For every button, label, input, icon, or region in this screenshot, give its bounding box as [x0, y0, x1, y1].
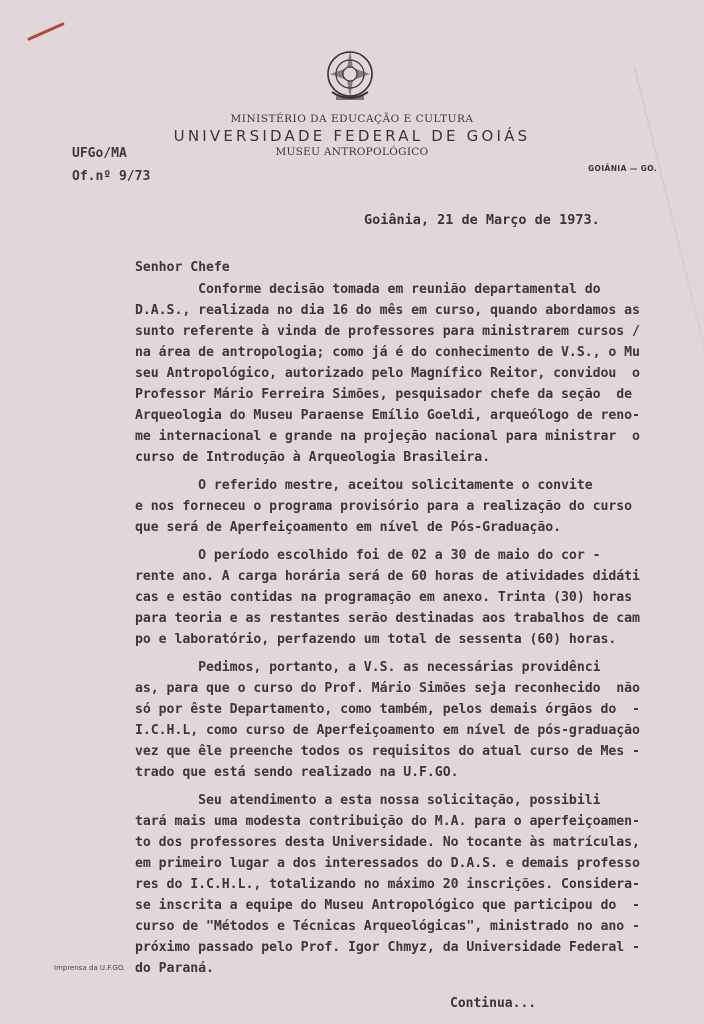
body-line: do Paraná. — [135, 961, 214, 976]
reference-number: Of.nº 9/73 — [72, 169, 151, 184]
continuation-note: Continua... — [450, 996, 537, 1011]
coat-of-arms-icon — [322, 44, 378, 104]
body-line: seu Antropológico, autorizado pelo Magnífico Reitor, convidou o — [135, 366, 640, 381]
body-line: sunto referente à vinda de professores para ministrarem cursos / — [135, 324, 640, 339]
university-name: UNIVERSIDADE FEDERAL DE GOIÁS — [173, 127, 531, 145]
body-line: O período escolhido foi de 02 a 30 de maio do cor - — [135, 548, 601, 563]
body-line: se inscrita a equipe do Museu Antropológico que participou do - — [135, 898, 640, 913]
body-line: na área de antropologia; como já é do conhecimento de V.S., o Mu — [135, 345, 640, 360]
body-line: e nos forneceu o programa provisório para a realização do curso — [135, 499, 633, 514]
letter-date: Goiânia, 21 de Março de 1973. — [364, 212, 600, 228]
body-line: em primeiro lugar a dos interessados do D.A.S. e demais professo — [135, 856, 640, 871]
salutation: Senhor Chefe — [135, 260, 230, 275]
body-line: Arqueologia do Museu Paraense Emílio Goeldi, arqueólogo de reno- — [135, 408, 640, 423]
body-line: tará mais uma modesta contribuição do M.A. para o aperfeiçoamen- — [135, 814, 640, 829]
pen-mark — [27, 22, 65, 41]
body-line: Professor Mário Ferreira Simões, pesquisador chefe da seção de — [135, 387, 633, 402]
body-line: O referido mestre, aceitou solicitamente o convite — [135, 478, 593, 493]
body-line: vez que êle preenche todos os requisitos do atual curso de Mes - — [135, 744, 640, 759]
body-line: as, para que o curso do Prof. Mário Simões seja reconhecido não — [135, 681, 640, 696]
body-line: D.A.S., realizada no dia 16 do mês em curso, quando abordamos as — [135, 303, 640, 318]
reference-code: UFGo/MA — [72, 146, 127, 161]
body-line: to dos professores desta Universidade. No tocante às matrículas, — [135, 835, 640, 850]
body-line: Seu atendimento a esta nossa solicitação, possibili — [135, 793, 601, 808]
body-line: trado que está sendo realizado na U.F.GO. — [135, 765, 459, 780]
body-line: só por êste Departamento, como também, pelos demais órgãos do - — [135, 702, 640, 717]
place-of-issue: GOIÂNIA — GO. — [588, 164, 658, 173]
body-line: Conforme decisão tomada em reunião departamental do — [135, 282, 601, 297]
body-line: que será de Aperfeiçoamento em nível de Pós-Graduação. — [135, 520, 562, 535]
body-line: Pedimos, portanto, a V.S. as necessárias providênci — [135, 660, 601, 675]
body-line: próximo passado pelo Prof. Igor Chmyz, da Universidade Federal - — [135, 940, 640, 955]
museum-name: MUSEU ANTROPOLÓGICO — [275, 146, 429, 158]
body-line: cas e estão contidas na programação em anexo. Trinta (30) horas — [135, 590, 633, 605]
body-line: I.C.H.L, como curso de Aperfeiçoamento em nível de pós-graduação — [135, 723, 640, 738]
body-line: curso de Introdução à Arqueologia Brasileira. — [135, 450, 491, 465]
body-line: rente ano. A carga horária será de 60 horas de atividades didáti — [135, 569, 640, 584]
body-line: curso de "Métodos e Técnicas Arqueológicas", ministrado no ano - — [135, 919, 640, 934]
body-line: para teoria e as restantes serão destinadas aos trabalhos de cam — [135, 611, 640, 626]
body-line: me internacional e grande na projeção nacional para ministrar o — [135, 429, 640, 444]
body-line: po e laboratório, perfazendo um total de sessenta (60) horas. — [135, 632, 617, 647]
printer-note: Imprensa da U.F.GO. — [54, 964, 126, 972]
ministry-name: MINISTÉRIO DA EDUCAÇÃO E CULTURA — [230, 113, 474, 125]
body-line: res do I.C.H.L., totalizando no máximo 20 inscrições. Considera- — [135, 877, 640, 892]
